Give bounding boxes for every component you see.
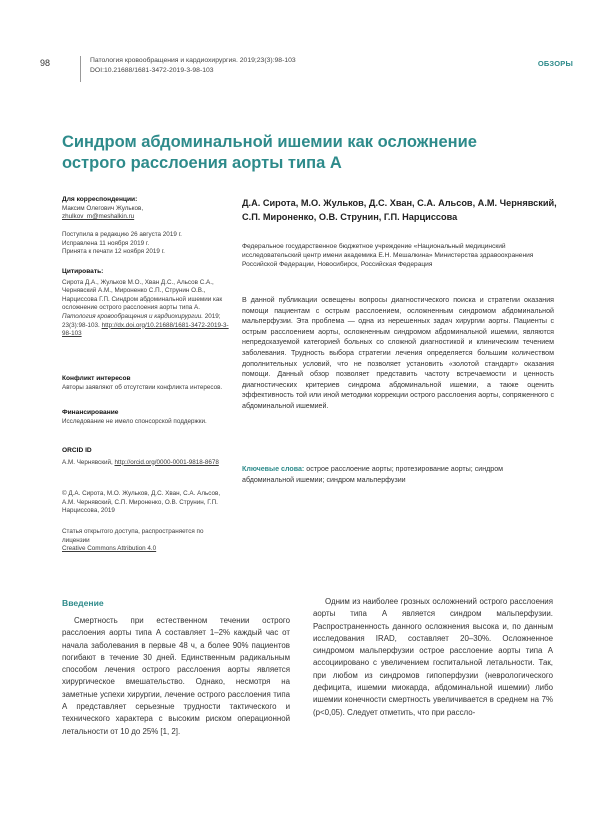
- license-text: Статья открытого доступа, распространяется по лицензии: [62, 528, 204, 544]
- license-link[interactable]: Creative Commons Attribution 4.0: [62, 545, 157, 553]
- received-date: Поступила в редакцию 26 августа 2019 г.: [62, 231, 182, 238]
- cite-heading: Цитировать:: [62, 268, 104, 275]
- intro-column-1: Смертность при естественном течении острого расслоения аорты типа А составляет 1–2% каждый час от начала заболевания в первые 48 ч, а более 90% пациентов погибают в течение 30 дней. Единственным радикальным способом лечения острого расслоения аорты является хирургическое вмешательство. Однако, несмотря на заметные успехи хирургии, лечение острого расслоения типа А представляет серьезные трудности тактического и технического характера с высоким риском операционной летальности от 10 до 25% [1, 2].: [62, 616, 290, 736]
- cite-block: [62, 268, 232, 339]
- cite-doi-link[interactable]: http://dx.doi.org/10.21688/1681-3472-2019-3-98-103: [62, 321, 229, 338]
- copyright-text: © Д.А. Сирота, М.О. Жульков, Д.С. Хван, С.А. Альсов, А.М. Чернявский, С.П. Мироненко, О.В. Струнин, Г.П. Нарциссова, 2019: [62, 490, 221, 515]
- article-title: Синдром абдоминальной ишемии как осложнение острого расслоения аорты типа А: [62, 133, 477, 172]
- orcid-entry: А.М. Чернявский, http://orcid.org/0000-0001-9818-8678: [62, 458, 219, 466]
- intro-heading: Введение: [62, 598, 104, 608]
- page-number: 98: [40, 58, 51, 68]
- correspondence-heading: Для корреспонденции:: [62, 196, 138, 203]
- license-block: [62, 528, 232, 554]
- funding-text: Исследование не имело спонсорской поддержки.: [62, 417, 207, 425]
- intro-column-2: Одним из наиболее грозных осложнений острого расслоения аорты типа А является синдром мальперфузии. Распространенность данного осложнения высока и, по данным исследования IRAD, составляет 20–30%. Осложненное синдромом мальперфузии острое расслоение аорты типа А ассоциировано с увеличением госпитальной летальности. Так, при любом из синдромов гипоперфузии (неврологического дефицита, ишемии миокарда, абдоминальной ишемии) либо ишемии конечности смертность увеличивается в среднем на 7% (p<0,05). Следует отметить, что при рассло-: [313, 597, 553, 717]
- conflict-heading: Конфликт интересов: [62, 375, 131, 382]
- correspondence-name: Максим Олегович Жульков,: [62, 204, 144, 212]
- abstract: В данной публикации освещены вопросы диагностического поиска и стратегии оказания помощи пациентам с острым расслоением, осложненным синдромом абдоминальной мальперфузии. Эта проблема — одна из нерешенных задач хирургии аорты. Пациенты с острым расслоением аорты, осложненным синдромом абдоминальной ишемии, являются непредсказуемой категорией больных со сложной диагностикой и клиническим течением заболевания. Трудность выбора стратегии лечения определяется большим количеством дополнительных условий, что не позволяет установить «золотой стандарт» оказания помощи. Данный обзор позволяет представить частоту встречаемости и ценность диагностических критериев синдрома абдоминальной ишемии, а также оценить эффективность той или иной методики коррекции острого расслоения аорты, сопряженного с абдоминальной ишемией.: [242, 296, 554, 410]
- header-divider: [80, 56, 81, 82]
- funding-heading: Финансирование: [62, 409, 119, 416]
- journal-citation: Патология кровообращения и кардиохирургия. 2019;23(3):98-103: [90, 57, 296, 64]
- keywords-text: острое расслоение аорты; протезирование аорты; синдром абдоминальной ишемии; синдром мальперфузии: [242, 465, 504, 484]
- orcid-block: [62, 447, 232, 467]
- conflict-text: Авторы заявляют об отсутствии конфликта интересов.: [62, 383, 223, 391]
- orcid-link[interactable]: http://orcid.org/0000-0001-9818-8678: [114, 458, 219, 466]
- keywords: [242, 464, 554, 485]
- affiliation: Федеральное государственное бюджетное учреждение «Национальный медицинский исследовательский центр имени академика Е.Н. Мешалкина» Министерства здравоохранения Российской Федерации, Новосибирск, Российская Федерация: [242, 243, 534, 269]
- cite-text: Сирота Д.А., Жульков М.О., Хван Д.С., Альсов С.А., Чернявский А.М., Мироненко С.П., Струнин О.В., Нарциссова Г.П. Синдром абдоминальной ишемии как осложнение острого расслоения аорты типа А. Патология кровообращения и кардиохирургии. 2019; 23(3):98-103. http://dx.doi.org/10.21688/1681-3472-2019-3-98-103: [62, 278, 229, 338]
- journal-doi: DOI:10.21688/1681-3472-2019-3-98-103: [90, 66, 214, 74]
- revised-date: Исправлена 11 ноября 2019 г.: [62, 239, 150, 247]
- cite-journal: Патология кровообращения и кардиохирургии.: [62, 312, 204, 320]
- journal-header: [90, 56, 296, 75]
- section-label: ОБЗОРЫ: [537, 59, 573, 68]
- conflict-block: [62, 375, 232, 392]
- orcid-heading: ORCID ID: [62, 447, 92, 454]
- keywords-label: Ключевые слова:: [242, 465, 305, 473]
- accepted-date: Принята к печати 12 ноября 2019 г.: [62, 248, 165, 256]
- dates-block: [62, 231, 232, 257]
- correspondence-email[interactable]: zhulkov_m@meshalkin.ru: [62, 213, 135, 221]
- correspondence-block: [62, 196, 232, 222]
- funding-block: [62, 409, 232, 426]
- authors: Д.А. Сирота, М.О. Жульков, Д.С. Хван, С.А. Альсов, А.М. Чернявский, С.П. Мироненко, О.В. Струнин, Г.П. Нарциссова: [242, 198, 557, 222]
